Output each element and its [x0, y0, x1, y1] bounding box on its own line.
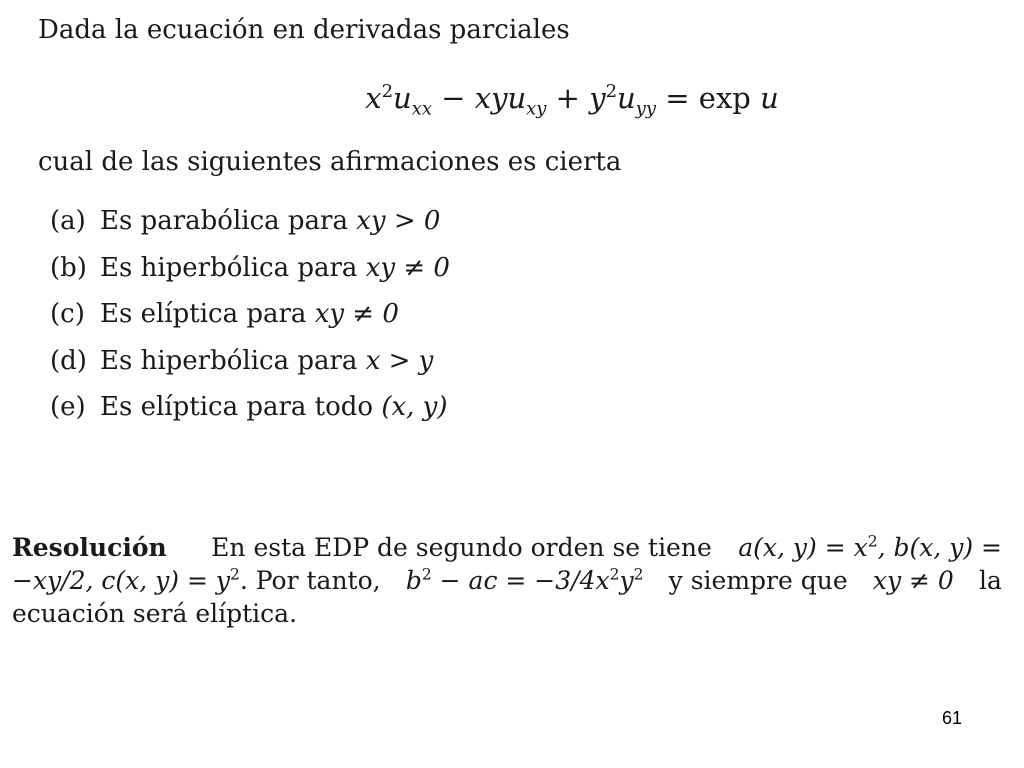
eq-term3-var: u: [617, 81, 636, 115]
solution-text: y siempre que: [668, 566, 848, 595]
answer-options-list: [50, 205, 450, 438]
pde-equation: [0, 80, 1024, 120]
solution-text: En esta EDP de segundo orden se tiene: [211, 533, 712, 562]
problem-intro: Dada la ecuación en derivadas parciales: [38, 15, 570, 45]
eq-term3-subscript: yy: [635, 98, 657, 120]
option-letter: (d): [50, 345, 87, 376]
solution-math: [738, 531, 1002, 564]
solution-math-part: , b(x, y) =: [877, 533, 1002, 562]
solution-text: . Por tanto,: [239, 566, 381, 595]
eq-term3-base: y: [589, 81, 606, 115]
option-letter: (e): [50, 392, 86, 422]
solution-math-part: xy ≠ 0: [872, 566, 954, 595]
solution-line-2: [12, 564, 1002, 597]
option-math: x > y: [365, 345, 434, 376]
solution-exponent: 2: [229, 565, 240, 584]
option-text: Es hiperbólica para: [100, 252, 358, 283]
solution-exponent: 2: [867, 532, 878, 551]
solution-math-part: − ac = −3/4x: [431, 566, 610, 595]
eq-term2-var: u: [507, 81, 527, 115]
option-letter: (c): [50, 299, 85, 329]
option-letter: (a): [50, 206, 86, 236]
option-text: Es hiperbólica para: [100, 345, 358, 376]
solution-math-part: y: [619, 566, 634, 595]
option-d: [50, 345, 450, 392]
eq-term1-base: x: [365, 81, 382, 115]
option-math: xy > 0: [356, 206, 441, 236]
option-text: Es parabólica para: [100, 206, 348, 236]
eq-term1-subscript: xx: [411, 98, 432, 120]
solution-math-part: b: [405, 566, 422, 595]
eq-equals: =: [665, 81, 690, 115]
solution-exponent: 2: [421, 565, 432, 584]
eq-rhs-var: u: [760, 81, 779, 115]
eq-term2-coef: xy: [474, 81, 508, 115]
option-text: Es elíptica para todo: [100, 392, 374, 422]
solution-math: [406, 564, 644, 597]
option-math: xy ≠ 0: [365, 252, 450, 283]
eq-operator-minus: −: [441, 81, 466, 115]
solution-math-part: −xy/2, c(x, y) = y: [12, 566, 230, 595]
eq-term2-subscript: xy: [526, 98, 547, 120]
solution-math-part: a(x, y) = x: [738, 533, 868, 562]
option-text: Es elíptica para: [100, 299, 307, 329]
option-e: [50, 391, 450, 438]
eq-rhs-function: exp: [698, 81, 751, 115]
eq-term3-exponent: 2: [605, 81, 618, 103]
solution-text: la: [979, 566, 1002, 595]
solution-heading: Resolución: [12, 533, 167, 562]
solution-line-1: [12, 531, 1002, 564]
option-math: (x, y): [381, 392, 448, 422]
option-b: [50, 252, 450, 299]
page-number: 61: [942, 708, 963, 728]
option-a: [50, 205, 450, 252]
option-math: xy ≠ 0: [314, 299, 399, 329]
solution-exponent: 2: [633, 565, 644, 584]
solution-block: [12, 531, 1002, 630]
problem-question: cual de las siguientes afirmaciones es cierta: [38, 147, 622, 177]
solution-math: [12, 564, 381, 597]
eq-term1-exponent: 2: [381, 81, 393, 103]
option-c: [50, 298, 450, 345]
eq-term1-var: u: [393, 81, 412, 115]
solution-line-3: ecuación será elíptica.: [12, 599, 298, 628]
eq-operator-plus: +: [555, 81, 580, 115]
solution-exponent: 2: [609, 565, 620, 584]
option-letter: (b): [50, 252, 87, 283]
